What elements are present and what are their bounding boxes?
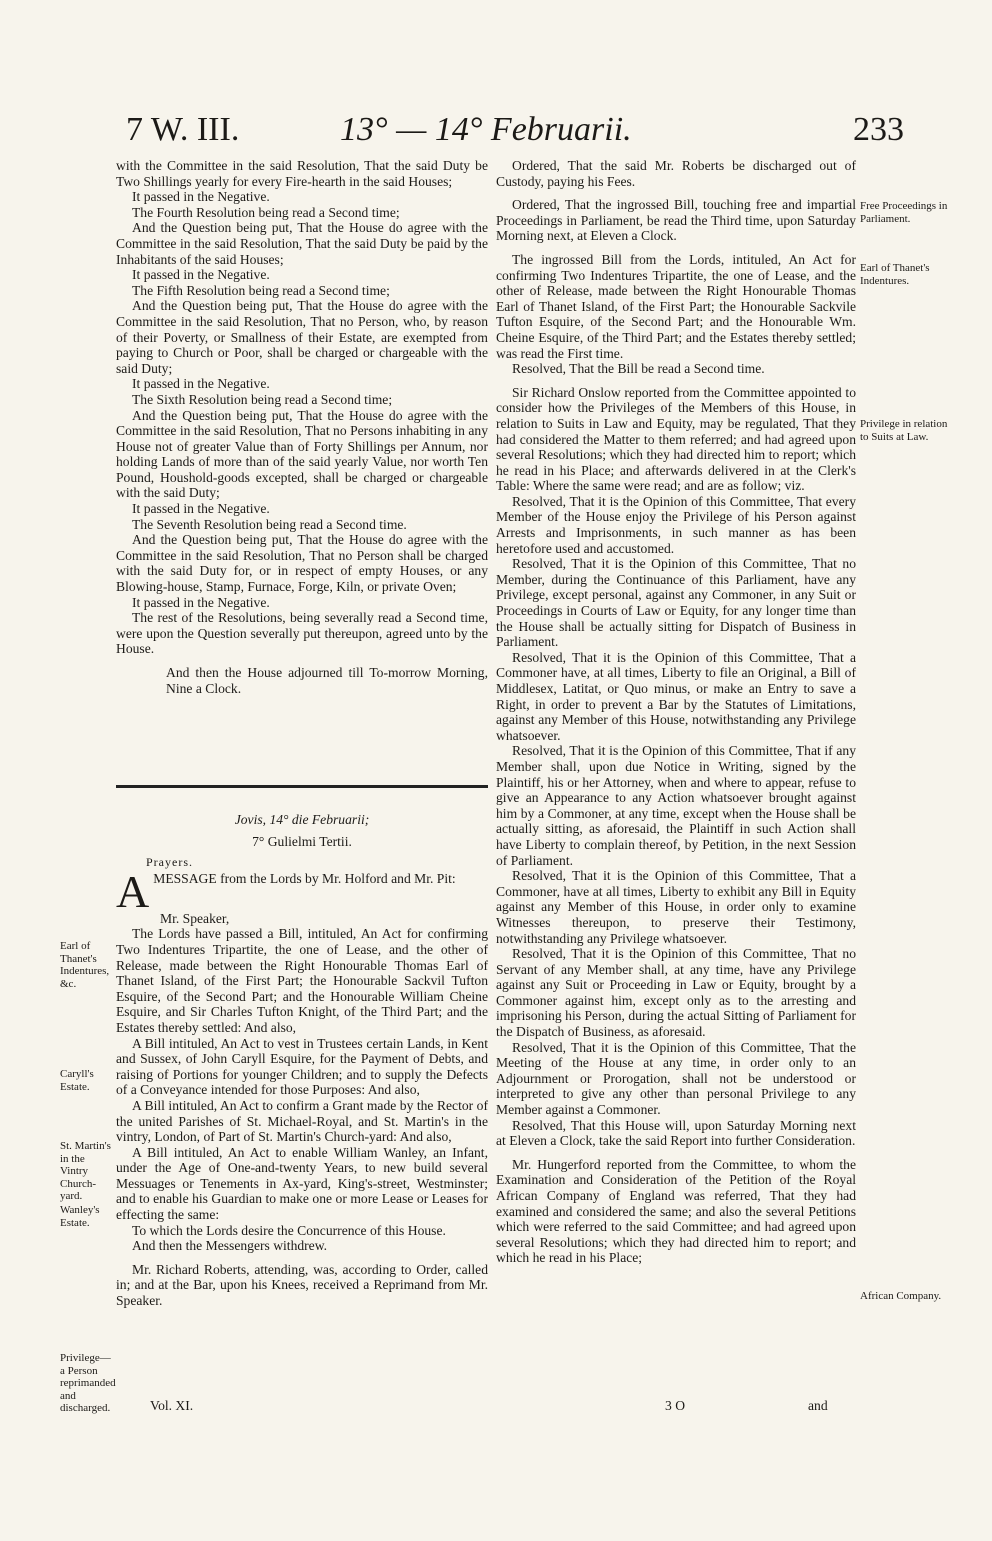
margin-note-free-proceedings: Free Proceedings in Parliament. [860, 200, 948, 225]
margin-note-african-company: African Company. [860, 1290, 942, 1302]
paragraph: And the Question being put, That the House do agree with the Committee in the said Resolution, That no Persons inhabiting in any House not of greater Value than of Forty Shillings per Annum, nor holding Lands of more than of the said yearly Value, nor worth Ten Pound, Houshold-goods excepted, shall be charged or chargeable with the said Duty; [116, 407, 488, 501]
paragraph: The Lords have passed a Bill, intituled, An Act for confirming Two Indentures Tripartite, the one of Lease, and the other of Release, made between the Right Honourable Thomas Earl of Thanet Island, of the First Part; the Honourable Sackvil Tufton Esquire, of the Second Part; and the Honourable William Cheine Esquire, and Sir Charles Tufton Knight, of the Third Part; and the Estates thereby settled: And also, [116, 926, 488, 1035]
paragraph: Sir Richard Onslow reported from the Committee appointed to consider how the Privileges of the Members of this House, in relation to Suits in Law and Equity, may be regulated, That they had considered the Matter to them referred; and had agreed upon several Resolutions; which they had directed him to report; which he read in his Place; and afterwards delivered in at the Clerk's Table: Where the same were read; and are as follow; viz. [496, 384, 856, 494]
margin-note-thanet-indentures: Earl of Thanet's Indentures. [860, 262, 930, 287]
paragraph: Resolved, That it is the Opinion of this Committee, That no Member, during the Continuance of this Parliament, have any Privilege, except personal, against any Commoner, in any Suit or Proceedings in Courts of Law or Equity, for any longer time than the House shall be actually sitting for Dispatch of Business in Parliament. [496, 556, 856, 650]
section-divider [116, 785, 488, 788]
paragraph: And the Question being put, That the House do agree with the Committee in the said Resolution, That the said Duty be paid by the Inhabitants of the said Houses; [116, 220, 488, 267]
paragraph: Resolved, That it is the Opinion of this Committee, That a Commoner have, at all times, Liberty to file an Original, a Bill of Middlesex, Latitat, or Quo minus, or make an Entry to save a Right, in order to prevent a Bar by the Statutes of Limitations, against any Member of this House, notwithstanding any Privilege whatsoever. [496, 649, 856, 743]
margin-note-privilege: Privilege— a Person reprimanded and discharged. [60, 1352, 116, 1415]
paragraph: The rest of the Resolutions, being severally read a Second time, were upon the Question severally put thereupon, agreed unto by the House. [116, 610, 488, 657]
left-column-day-entry [116, 812, 488, 1309]
message-paragraph [116, 865, 488, 917]
paragraph: It passed in the Negative. [132, 267, 270, 283]
paragraph: It passed in the Negative. [132, 594, 270, 610]
paragraph: The Sixth Resolution being read a Second time; [132, 391, 393, 407]
paragraph: Resolved, That it is the Opinion of this Committee, That every Member of the House enjoy the Privilege of his Person against Arrests and Imprisonments, in such manner as has been heretofore used and accustomed. [496, 493, 856, 556]
page-number: 233 [853, 111, 904, 148]
catchword: and [808, 1398, 828, 1413]
drop-capital: A [116, 865, 150, 917]
paragraph: It passed in the Negative. [132, 189, 270, 205]
paragraph: Resolved, That it is the Opinion of this Committee, That if any Member shall, upon due Notice in Writing, signed by the Plaintiff, his or her Attorney, when and where to appear, refuse to give an Appearance to any Action whatsoever brought against him by a Commoner, at any time, except when the House shall be actually sitting, as aforesaid, the Plaintiff in such Action shall have Liberty to complain thereof, by Petition, in the next Session of Parliament. [496, 743, 856, 868]
paragraph: Ordered, That the said Mr. Roberts be discharged out of Custody, paying his Fees. [496, 158, 856, 189]
paragraph: Resolved, That the Bill be read a Second time. [512, 361, 765, 377]
regnal-heading: 7° Gulielmi Tertii. [252, 833, 352, 849]
date-heading: Jovis, 14° die Februarii; [234, 812, 370, 827]
margin-note-privilege-suits: Privilege in relation to Suits at Law. [860, 418, 948, 443]
paragraph: A Bill intituled, An Act to enable William Wanley, an Infant, under the Age of One-and-twenty Years, to new build several Messuages or Tenements in Ax-yard, King's-street, Westminster; and to enable his Guardian to make one or more Lease or Leases for effecting the same: [116, 1144, 488, 1223]
paragraph: It passed in the Negative. [132, 501, 270, 517]
paragraph: Resolved, That this House will, upon Saturday Morning next at Eleven a Clock, take the said Report into further Consideration. [496, 1117, 856, 1149]
right-column [496, 158, 856, 1266]
paragraph: with the Committee in the said Resolution, That the said Duty be Two Shillings yearly for every Fire-hearth in the said Houses; [116, 158, 488, 189]
margin-note-st-martin: St. Martin's in the Vintry Church-yard. [60, 1140, 111, 1203]
paragraph: It passed in the Negative. [132, 376, 270, 392]
signature-mark: 3 O [665, 1398, 686, 1413]
paragraph: A Bill intituled, An Act to confirm a Grant made by the Rector of the united Parishes of St. Michael-Royal, and St. Martin's in the vintry, London, of Part of St. Martin's Church-yard: And also, [116, 1097, 488, 1145]
paragraph: Resolved, That it is the Opinion of this Committee, That a Commoner, have at all times, Liberty to exhibit any Bill in Equity against any Member of this House, in order only to examine Witnesses thereupon, to preserve their Testimony, notwithstanding any Privilege whatsoever. [496, 868, 856, 946]
running-head-regnal-year: 7 W. III. [126, 111, 240, 148]
paragraph: And then the Messengers withdrew. [132, 1238, 328, 1254]
paragraph: Ordered, That the ingrossed Bill, touching free and impartial Proceedings in Parliament, be read the Third time, upon Saturday Morning next, at Eleven a Clock. [496, 197, 856, 244]
paragraph: The Seventh Resolution being read a Second time. [132, 516, 407, 532]
address: Mr. Speaker, [160, 910, 230, 926]
paragraph: Resolved, That it is the Opinion of this Committee, That no Servant of any Member shall, at any time, have any Privilege against any Suit or Proceeding in Law or Equity, brought by a Commoner against him, except only as to the arresting and imprisoning his Person, during the actual Sitting of Parliament for the Dispatch of Business, as aforesaid. [496, 946, 856, 1040]
margin-note-thanet: Earl of Thanet's Indentures, &c. [60, 940, 110, 990]
paragraph: Resolved, That it is the Opinion of this Committee, That the Meeting of the House at any time, in order only to an Adjournment or Prorogation, shall not be understood or interpreted to give any other than personal Privilege to any Member against a Commoner. [496, 1039, 856, 1118]
message-opening: MESSAGE from the Lords by Mr. Holford and Mr. Pit: [153, 870, 456, 886]
margin-note-wanley: Wanley's Estate. [60, 1204, 100, 1229]
paragraph: The Fourth Resolution being read a Second time; [132, 204, 400, 220]
paragraph: Mr. Richard Roberts, attending, was, according to Order, called in; and at the Bar, upon his Knees, received a Reprimand from Mr. Speaker. [116, 1261, 488, 1309]
paragraph: And the Question being put, That the House do agree with the Committee in the said Resolution, That no Person shall be charged with the said Duty for, or in respect of empty Houses, or any Blowing-house, Stamp, Furnace, Forge, Kiln, or private Oven; [116, 532, 488, 595]
running-head-date: 13° — 14° Februarii. [340, 111, 632, 148]
adjournment-notice: And then the House adjourned till To-morrow Morning, Nine a Clock. [166, 665, 488, 696]
paragraph: The ingrossed Bill from the Lords, intituled, An Act for confirming Two Indentures Tripartite, the one of Lease, and the other of Release, made between the Right Honourable Thomas Earl of Thanet Island, of the First Part; the Honourable Sackvile Tufton Esquire, of the Second Part; and the Honourable Wm. Cheine Esquire, of the Third Part; and the Estates thereby settled; was read the First time. [496, 251, 856, 361]
paragraph: To which the Lords desire the Concurrence of this House. [132, 1222, 446, 1238]
left-column [116, 158, 488, 696]
paragraph: And the Question being put, That the House do agree with the Committee in the said Resolution, That no Person, who, by reason of their Poverty, or Smallness of their Estate, are exempted from paying to Church or Poor, shall be charged or chargeable with the said Duty; [116, 298, 488, 376]
margin-note-caryll: Caryll's Estate. [60, 1068, 94, 1093]
paragraph: The Fifth Resolution being read a Second time; [132, 282, 390, 298]
prayers-heading: Prayers. [146, 855, 193, 870]
paragraph: Mr. Hungerford reported from the Committee, to whom the Examination and Consideration of the Petition of the Royal African Company of England was referred, That they had examined and considered the same; and also the several Petitions which were referred to the said Committee; and had agreed upon several Resolutions; which they had directed him to report; and which he read in his Place; [496, 1156, 856, 1266]
volume-signature: Vol. XI. [150, 1398, 194, 1413]
paragraph: A Bill intituled, An Act to vest in Trustees certain Lands, in Kent and Sussex, of John Caryll Esquire, for the Payment of Debts, and raising of Portions for younger Children; and to supply the Defects of a Conveyance intended for those Purposes: And also, [116, 1035, 488, 1098]
